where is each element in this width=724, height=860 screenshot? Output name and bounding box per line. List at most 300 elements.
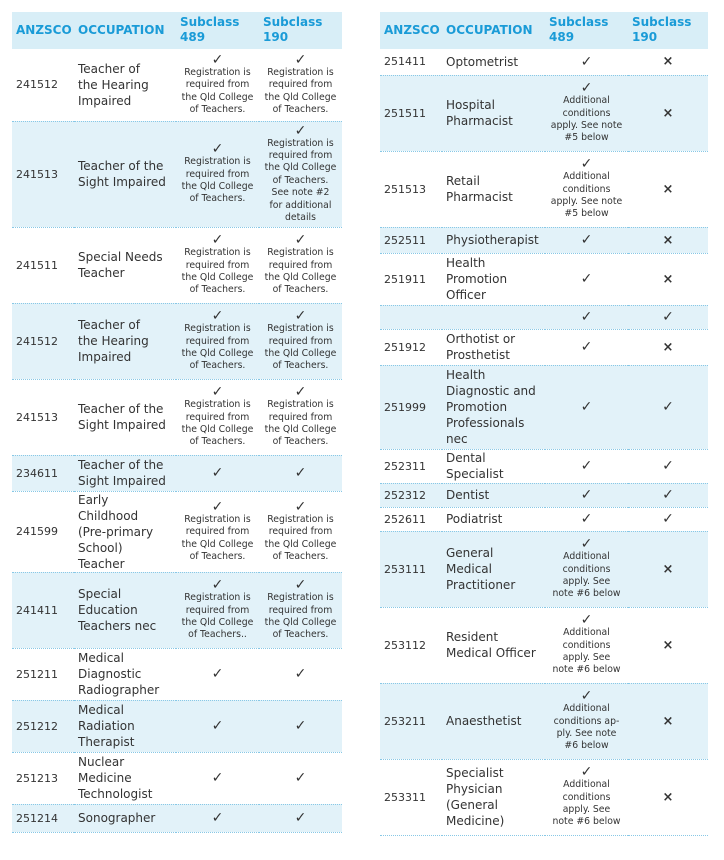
- checkmark-icon: ✓: [211, 718, 224, 734]
- condition-note-line: the Qld College: [181, 181, 254, 192]
- table-row: [380, 305, 708, 329]
- anzsco-code: 253112: [384, 638, 426, 652]
- condition-note-line: conditions: [562, 639, 611, 651]
- anzsco-code-cell: [380, 607, 442, 683]
- subclass-190-cell: [628, 759, 708, 835]
- condition-note-line: apply. See: [562, 652, 611, 663]
- table-row: [12, 752, 342, 804]
- anzsco-code: 252611: [384, 512, 426, 526]
- occupation-name-line: Anaesthetist: [446, 714, 522, 728]
- table-row: [12, 648, 342, 700]
- occupation-name-line: Medicine: [78, 771, 132, 785]
- subclass-190-cell: [628, 483, 708, 507]
- anzsco-code-cell: [12, 49, 74, 121]
- subclass-190-cell: [628, 531, 708, 607]
- occupation-name-line: Prosthetist: [446, 348, 510, 362]
- condition-note-line: required from: [185, 259, 250, 271]
- cross-icon: ×: [662, 271, 674, 287]
- checkmark-icon: ✓: [211, 810, 224, 826]
- occupation-name-line: nec: [446, 432, 468, 446]
- condition-note-line: of Teachers.: [272, 174, 329, 186]
- occupation-name-line: (Pre-primary: [78, 524, 154, 539]
- subclass-489-header-line1: Subclass: [180, 15, 240, 29]
- condition-note-line: required from: [268, 411, 333, 423]
- subclass-489-cell: [176, 491, 259, 572]
- anzsco-code-cell: [12, 752, 74, 804]
- occupation-cell: [442, 151, 545, 227]
- condition-note-line: Additional: [563, 627, 610, 639]
- condition-note-line: of Teachers..: [188, 629, 247, 641]
- condition-note-line: the Qld College: [264, 538, 337, 550]
- checkmark-icon: ✓: [580, 536, 593, 553]
- condition-note-line: conditions: [562, 183, 611, 195]
- subclass-489-cell: [545, 151, 628, 227]
- condition-note-line: required from: [185, 335, 250, 347]
- occupation-cell: [74, 648, 176, 700]
- occupation-name-line: Physiotherapist: [446, 233, 539, 247]
- checkmark-icon: ✓: [580, 53, 593, 70]
- condition-note-line: apply. See: [562, 804, 611, 815]
- condition-note-line: note #6 below: [552, 816, 621, 828]
- condition-note-line: the Qld College: [181, 91, 254, 103]
- subclass-190-cell: [628, 683, 708, 759]
- subclass-489-cell: [176, 49, 259, 121]
- table-row: [12, 572, 342, 648]
- checkmark-icon: ✓: [294, 770, 307, 786]
- checkmark-icon: ✓: [294, 666, 307, 682]
- condition-note-line: required from: [268, 604, 333, 616]
- condition-note-line: required from: [185, 604, 250, 616]
- occupation-name-line: Physician: [446, 782, 503, 796]
- occupation-name-line: Dentist: [446, 488, 490, 502]
- condition-note-line: of Teachers.: [189, 104, 246, 116]
- checkmark-icon: ✓: [662, 458, 674, 474]
- occupation-name-line: Pharmacist: [446, 190, 513, 204]
- occupation-name-line: Medical: [78, 651, 124, 665]
- occupation-name-line: Teachers nec: [78, 619, 157, 633]
- table-row: [380, 531, 708, 607]
- subclass-489-cell: [176, 804, 259, 832]
- condition-note-line: Additional: [563, 95, 610, 107]
- checkmark-icon: ✓: [662, 399, 674, 415]
- subclass-190-cell: [628, 607, 708, 683]
- occupation-name-line: Podiatrist: [446, 512, 503, 526]
- anzsco-code: 253311: [384, 790, 426, 804]
- occupation-name-line: Radiation: [78, 719, 135, 733]
- condition-note-line: required from: [268, 259, 333, 271]
- anzsco-code-cell: [380, 227, 442, 253]
- subclass-489-cell: [545, 607, 628, 683]
- occupation-header: OCCUPATION: [74, 12, 176, 49]
- table-row: [380, 151, 708, 227]
- subclass-489-cell: [545, 683, 628, 759]
- anzsco-code-cell: [380, 483, 442, 507]
- table-row: [12, 303, 342, 379]
- condition-note-line: of Teachers.: [189, 436, 246, 448]
- cross-icon: ×: [662, 789, 674, 805]
- checkmark-icon: ✓: [211, 666, 224, 682]
- checkmark-icon: ✓: [580, 232, 593, 248]
- condition-note-line: #5 below: [564, 132, 609, 144]
- occupation-name-line: Specialist: [446, 467, 504, 481]
- subclass-489-cell: [545, 227, 628, 253]
- subclass-190-cell: [259, 455, 342, 491]
- condition-note-line: See note #2: [271, 187, 330, 199]
- condition-note-line: #6 below: [564, 740, 609, 752]
- occupation-name-line: Medical: [78, 703, 124, 717]
- occupation-name-line: Teacher: [78, 266, 125, 280]
- condition-note-line: Registration is: [267, 513, 334, 525]
- occupation-cell: [74, 227, 176, 303]
- table-row: [380, 365, 708, 449]
- checkmark-icon: ✓: [294, 232, 307, 249]
- condition-note-line: apply. See note: [550, 120, 623, 131]
- occupation-cell: [442, 683, 545, 759]
- subclass-190-cell: [628, 507, 708, 531]
- checkmark-icon: ✓: [211, 498, 224, 515]
- anzsco-code-cell: [380, 759, 442, 835]
- anzsco-code: 251511: [384, 106, 426, 120]
- occupation-name-line: Pharmacist: [446, 114, 513, 128]
- checkmark-icon: ✓: [294, 384, 307, 401]
- table-row: [380, 507, 708, 531]
- condition-note-line: of Teachers.: [272, 629, 329, 641]
- condition-note-line: Registration is: [267, 247, 334, 259]
- anzsco-code: 241411: [16, 603, 58, 617]
- condition-note-line: Registration is: [184, 513, 251, 525]
- condition-note-line: the Qld College: [264, 272, 337, 283]
- condition-note-line: apply. See: [562, 576, 611, 587]
- condition-note-line: the Qld College: [181, 424, 254, 435]
- occupation-name-line: Promotion: [446, 400, 508, 414]
- subclass-190-cell: [259, 648, 342, 700]
- occupation-name-line: Health: [446, 256, 486, 270]
- anzsco-code-cell: [12, 121, 74, 227]
- occupation-name-line: Medicine): [446, 814, 505, 828]
- occupation-name-line: Sight Impaired: [78, 474, 166, 488]
- condition-note-line: the Qld College: [181, 272, 254, 283]
- checkmark-icon: ✓: [580, 156, 593, 173]
- occupation-name-line: Diagnostic and: [446, 384, 536, 398]
- subclass-190-cell: [628, 449, 708, 483]
- checkmark-icon: ✓: [294, 122, 307, 139]
- subclass-489-cell: [545, 49, 628, 75]
- occupation-name-line: Teacher of: [78, 318, 140, 332]
- occupation-cell: [74, 303, 176, 379]
- anzsco-code: 252511: [384, 233, 426, 247]
- subclass-190-header: [628, 12, 708, 49]
- anzsco-code: 253111: [384, 562, 426, 576]
- condition-note-line: required from: [268, 526, 333, 538]
- condition-note-line: Registration is: [184, 399, 251, 411]
- occupation-name-line: Impaired: [78, 93, 132, 108]
- condition-note-line: conditions ap-: [553, 715, 620, 727]
- subclass-190-cell: [628, 305, 708, 329]
- occupation-name-line: Special Needs: [78, 250, 163, 264]
- occupation-name-line: Retail: [446, 174, 480, 188]
- condition-note-line: the Qld College: [264, 348, 337, 359]
- cross-icon: ×: [662, 181, 674, 197]
- subclass-190-cell: [628, 75, 708, 151]
- subclass-489-cell: [176, 379, 259, 455]
- occupation-name-line: the Hearing: [78, 77, 149, 92]
- anzsco-code-cell: [380, 49, 442, 75]
- subclass-489-cell: [176, 303, 259, 379]
- cross-icon: ×: [662, 54, 674, 70]
- anzsco-code-cell: [380, 365, 442, 449]
- table-row: [12, 804, 342, 832]
- checkmark-icon: ✓: [662, 487, 674, 503]
- condition-note-line: required from: [268, 335, 333, 347]
- condition-note-line: the Qld College: [264, 424, 337, 435]
- condition-note-line: required from: [185, 79, 250, 91]
- condition-note-line: Additional: [563, 171, 610, 183]
- occupation-name-line: Teacher of the: [78, 458, 164, 472]
- left-occupation-table: [12, 12, 342, 833]
- subclass-489-header-line2: 489: [549, 30, 575, 44]
- occupation-name-line: Specialist: [446, 766, 504, 780]
- checkmark-icon: ✓: [580, 511, 593, 527]
- anzsco-code: 241513: [16, 410, 58, 424]
- right-table-body: [380, 49, 708, 835]
- table-row: [380, 227, 708, 253]
- occupation-cell: [74, 49, 176, 121]
- occupation-name-line: Orthotist or: [446, 332, 516, 346]
- occupation-header: OCCUPATION: [442, 12, 545, 49]
- checkmark-icon: ✓: [580, 458, 593, 474]
- condition-note-line: of Teachers.: [272, 436, 329, 448]
- checkmark-icon: ✓: [580, 271, 593, 287]
- subclass-489-cell: [545, 531, 628, 607]
- anzsco-code-cell: [12, 303, 74, 379]
- subclass-489-cell: [545, 759, 628, 835]
- condition-note-line: of Teachers.: [272, 360, 329, 372]
- occupation-name-line: School) Teacher: [78, 540, 125, 571]
- condition-note-line: details: [285, 212, 316, 224]
- occupation-name-line: Teacher of the: [78, 402, 164, 416]
- occupation-cell: [74, 700, 176, 752]
- subclass-489-cell: [545, 483, 628, 507]
- checkmark-icon: ✓: [294, 465, 307, 481]
- occupation-cell: [442, 607, 545, 683]
- subclass-190-cell: [628, 151, 708, 227]
- condition-note-line: required from: [268, 79, 333, 91]
- occupation-cell: [74, 804, 176, 832]
- anzsco-code-cell: [380, 449, 442, 483]
- occupation-cell: [442, 253, 545, 305]
- subclass-190-cell: [259, 121, 342, 227]
- anzsco-code: 253211: [384, 714, 426, 728]
- occupation-cell: [442, 49, 545, 75]
- condition-note-line: of Teachers.: [272, 104, 329, 116]
- condition-note-line: for additional: [269, 199, 332, 211]
- subclass-190-cell: [628, 253, 708, 305]
- condition-note-line: #5 below: [564, 208, 609, 220]
- table-row: [380, 253, 708, 305]
- anzsco-code-cell: [12, 572, 74, 648]
- subclass-190-cell: [259, 303, 342, 379]
- occupation-name-line: Technologist: [78, 787, 153, 801]
- occupation-name-line: Hospital: [446, 98, 495, 112]
- subclass-489-header: [545, 12, 628, 49]
- condition-note-line: Additional: [563, 551, 610, 563]
- occupation-name-line: Promotion: [446, 272, 508, 286]
- table-row: [380, 49, 708, 75]
- anzsco-header: ANZSCO: [12, 12, 74, 49]
- condition-note-line: the Qld College: [181, 617, 254, 628]
- anzsco-code-cell: [12, 648, 74, 700]
- subclass-190-header-line1: Subclass: [632, 15, 692, 29]
- occupation-cell: [74, 455, 176, 491]
- cross-icon: ×: [662, 713, 674, 729]
- subclass-489-cell: [545, 253, 628, 305]
- occupation-name-line: General: [446, 546, 494, 560]
- occupation-cell: [74, 379, 176, 455]
- occupation-cell: [442, 449, 545, 483]
- condition-note-line: the Qld College: [181, 538, 254, 550]
- subclass-190-cell: [259, 491, 342, 572]
- subclass-489-cell: [176, 648, 259, 700]
- occupation-name-line: Teacher of: [78, 61, 140, 76]
- condition-note-line: Registration is: [267, 399, 334, 411]
- checkmark-icon: ✓: [294, 577, 307, 594]
- subclass-190-cell: [259, 227, 342, 303]
- table-row: [12, 700, 342, 752]
- anzsco-code: 234611: [16, 466, 58, 480]
- occupation-name-line: the Hearing: [78, 334, 149, 348]
- checkmark-icon: ✓: [294, 498, 307, 515]
- anzsco-code: 251211: [16, 667, 58, 681]
- condition-note-line: Registration is: [184, 323, 251, 335]
- condition-note-line: Registration is: [267, 137, 334, 149]
- condition-note-line: Registration is: [184, 66, 251, 78]
- condition-note-line: of Teachers.: [189, 360, 246, 372]
- checkmark-icon: ✓: [211, 465, 224, 481]
- subclass-190-cell: [259, 379, 342, 455]
- checkmark-icon: ✓: [580, 764, 593, 781]
- subclass-489-cell: [545, 365, 628, 449]
- condition-note-line: of Teachers.: [272, 550, 329, 562]
- condition-note-line: ply. See note: [556, 728, 617, 739]
- occupation-cell: [74, 121, 176, 227]
- subclass-190-cell: [259, 572, 342, 648]
- checkmark-icon: ✓: [662, 511, 674, 527]
- subclass-489-cell: [176, 572, 259, 648]
- condition-note-line: Additional: [563, 779, 610, 791]
- condition-note-line: note #6 below: [552, 664, 621, 676]
- occupation-name-line: Special: [78, 587, 122, 601]
- table-row: [12, 121, 342, 227]
- table-row: [12, 49, 342, 121]
- checkmark-icon: ✓: [211, 51, 224, 68]
- occupation-name-line: Dental: [446, 451, 486, 465]
- checkmark-icon: ✓: [294, 308, 307, 325]
- subclass-489-cell: [176, 227, 259, 303]
- occupation-cell: [74, 572, 176, 648]
- condition-note-line: of Teachers.: [272, 284, 329, 296]
- occupation-name-line: Resident: [446, 630, 499, 644]
- condition-note-line: of Teachers.: [189, 550, 246, 562]
- checkmark-icon: ✓: [294, 810, 307, 826]
- anzsco-code: 241511: [16, 258, 58, 272]
- subclass-190-cell: [628, 49, 708, 75]
- table-row: [12, 491, 342, 572]
- table-row: [12, 379, 342, 455]
- anzsco-code: 251912: [384, 340, 426, 354]
- cross-icon: ×: [662, 637, 674, 653]
- checkmark-icon: ✓: [211, 308, 224, 325]
- subclass-190-header-line2: 190: [632, 30, 658, 44]
- condition-note-line: the Qld College: [264, 91, 337, 103]
- occupation-cell: [74, 491, 176, 572]
- checkmark-icon: ✓: [294, 51, 307, 68]
- checkmark-icon: ✓: [580, 487, 593, 503]
- condition-note-line: Registration is: [184, 592, 251, 604]
- occupation-cell: [442, 365, 545, 449]
- occupation-cell: [442, 759, 545, 835]
- anzsco-code: 241512: [16, 78, 58, 92]
- occupation-name-line: Officer: [446, 288, 486, 302]
- checkmark-icon: ✓: [211, 141, 224, 158]
- subclass-489-cell: [545, 449, 628, 483]
- left-table-body: [12, 49, 342, 832]
- table-row: [380, 607, 708, 683]
- occupation-name-line: Therapist: [78, 735, 135, 749]
- anzsco-code: 252311: [384, 459, 426, 473]
- condition-note-line: the Qld College: [264, 162, 337, 174]
- subclass-190-header-line2: 190: [263, 30, 289, 44]
- subclass-489-header: [176, 12, 259, 49]
- occupation-name-line: Medical Officer: [446, 646, 536, 660]
- anzsco-code-cell: [12, 455, 74, 491]
- condition-note-line: required from: [185, 526, 250, 538]
- occupation-cell: [442, 531, 545, 607]
- table-row: [380, 329, 708, 365]
- occupation-cell: [442, 329, 545, 365]
- condition-note-line: conditions: [562, 107, 611, 119]
- condition-note-line: Registration is: [267, 592, 334, 604]
- table-row: [380, 75, 708, 151]
- subclass-489-header-line1: Subclass: [549, 15, 609, 29]
- occupation-name-line: (General: [446, 798, 498, 812]
- subclass-489-cell: [545, 507, 628, 531]
- occupation-cell: [442, 75, 545, 151]
- anzsco-code: 251999: [384, 400, 426, 414]
- table-header-row: [380, 12, 708, 49]
- anzsco-code-cell: [12, 700, 74, 752]
- checkmark-icon: ✓: [580, 399, 593, 415]
- subclass-489-cell: [545, 75, 628, 151]
- subclass-190-cell: [628, 365, 708, 449]
- condition-note-line: conditions: [562, 563, 611, 575]
- anzsco-code: 251214: [16, 811, 58, 825]
- anzsco-header: ANZSCO: [380, 12, 442, 49]
- cross-icon: ×: [662, 232, 674, 248]
- subclass-190-cell: [628, 329, 708, 365]
- occupation-name-line: Optometrist: [446, 54, 519, 69]
- occupation-name-line: Teacher of the: [78, 159, 164, 173]
- anzsco-code: 252312: [384, 488, 426, 502]
- table-row: [380, 449, 708, 483]
- anzsco-code-cell: [12, 379, 74, 455]
- right-occupation-table: [380, 12, 708, 836]
- condition-note-line: note #6 below: [552, 588, 621, 600]
- checkmark-icon: ✓: [294, 718, 307, 734]
- cross-icon: ×: [662, 105, 674, 121]
- anzsco-code: 251213: [16, 771, 58, 785]
- occupation-name-line: Diagnostic: [78, 667, 142, 681]
- condition-note-line: Registration is: [267, 66, 334, 78]
